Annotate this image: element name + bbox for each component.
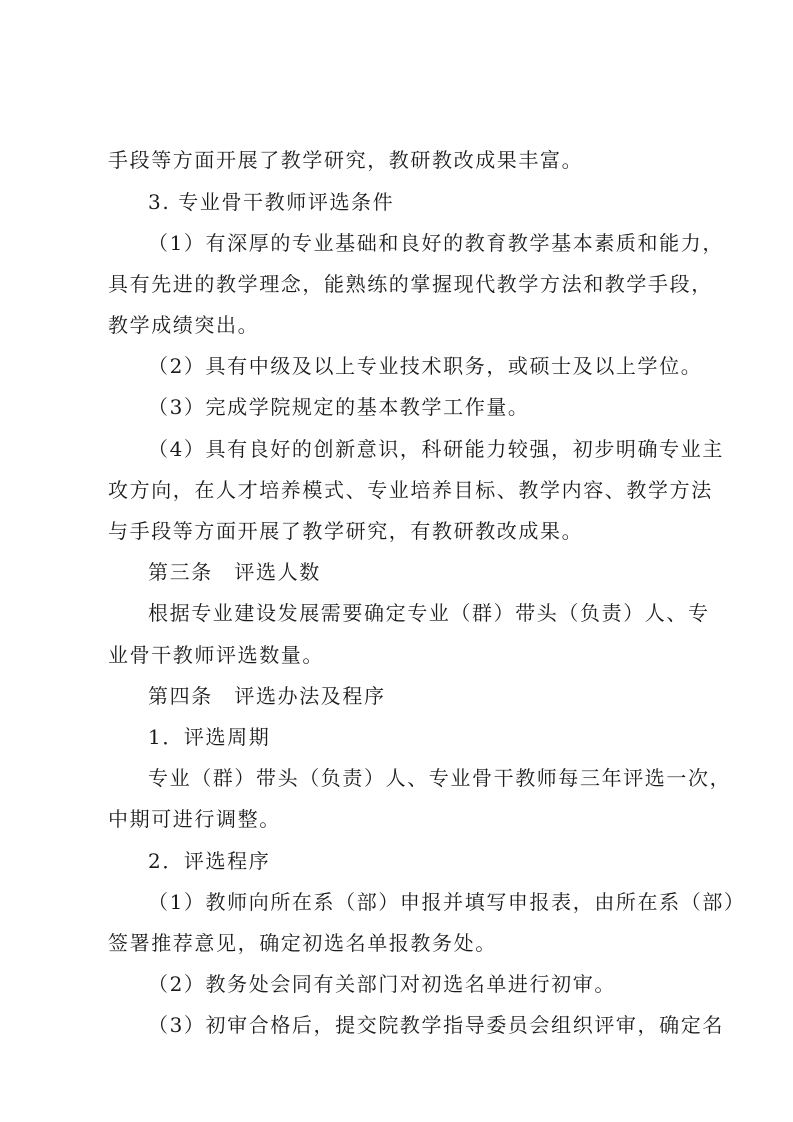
text-line: 根据专业建设发展需要确定专业（群）带头（负责）人、专	[148, 601, 710, 625]
text-line: 签署推荐意见，确定初选名单报教务处。	[108, 931, 497, 955]
article-heading: 第四条 评选办法及程序	[148, 684, 386, 708]
text-line: （2）教务处会同有关部门对初选名单进行初审。	[148, 972, 616, 996]
text-line: 业骨干教师评选数量。	[108, 643, 324, 667]
text-line: 手段等方面开展了教学研究，教研教改成果丰富。	[108, 148, 584, 172]
text-line: （2）具有中级及以上专业技术职务，或硕士及以上学位。	[148, 354, 703, 378]
text-line: 专业（群）带头（负责）人、专业骨干教师每三年评选一次，	[148, 766, 732, 790]
section-heading: 3. 专业骨干教师评选条件	[148, 190, 395, 214]
text-line: （1）教师向所在系（部）申报并填写申报表，由所在系（部）	[148, 890, 746, 914]
text-line: 中期可进行调整。	[108, 807, 281, 831]
text-line: （3）初审合格后，提交院教学指导委员会组织评审，确定名	[148, 1013, 724, 1037]
section-heading: 2．评选程序	[148, 849, 271, 873]
section-heading: 1．评选周期	[148, 725, 271, 749]
text-line: 具有先进的教学理念，能熟练的掌握现代教学方法和教学手段，	[108, 272, 713, 296]
text-line: 教学成绩突出。	[108, 313, 260, 337]
text-line: 与手段等方面开展了教学研究，有教研教改成果。	[108, 519, 584, 543]
text-line: （4）具有良好的创新意识，科研能力较强，初步明确专业主	[148, 437, 724, 461]
text-line: （3）完成学院规定的基本教学工作量。	[148, 395, 530, 419]
text-line: 攻方向，在人才培养模式、专业培养目标、教学内容、教学方法	[108, 478, 713, 502]
text-line: （1）有深厚的专业基础和良好的教育教学基本素质和能力，	[148, 231, 724, 255]
article-heading: 第三条 评选人数	[148, 560, 321, 584]
